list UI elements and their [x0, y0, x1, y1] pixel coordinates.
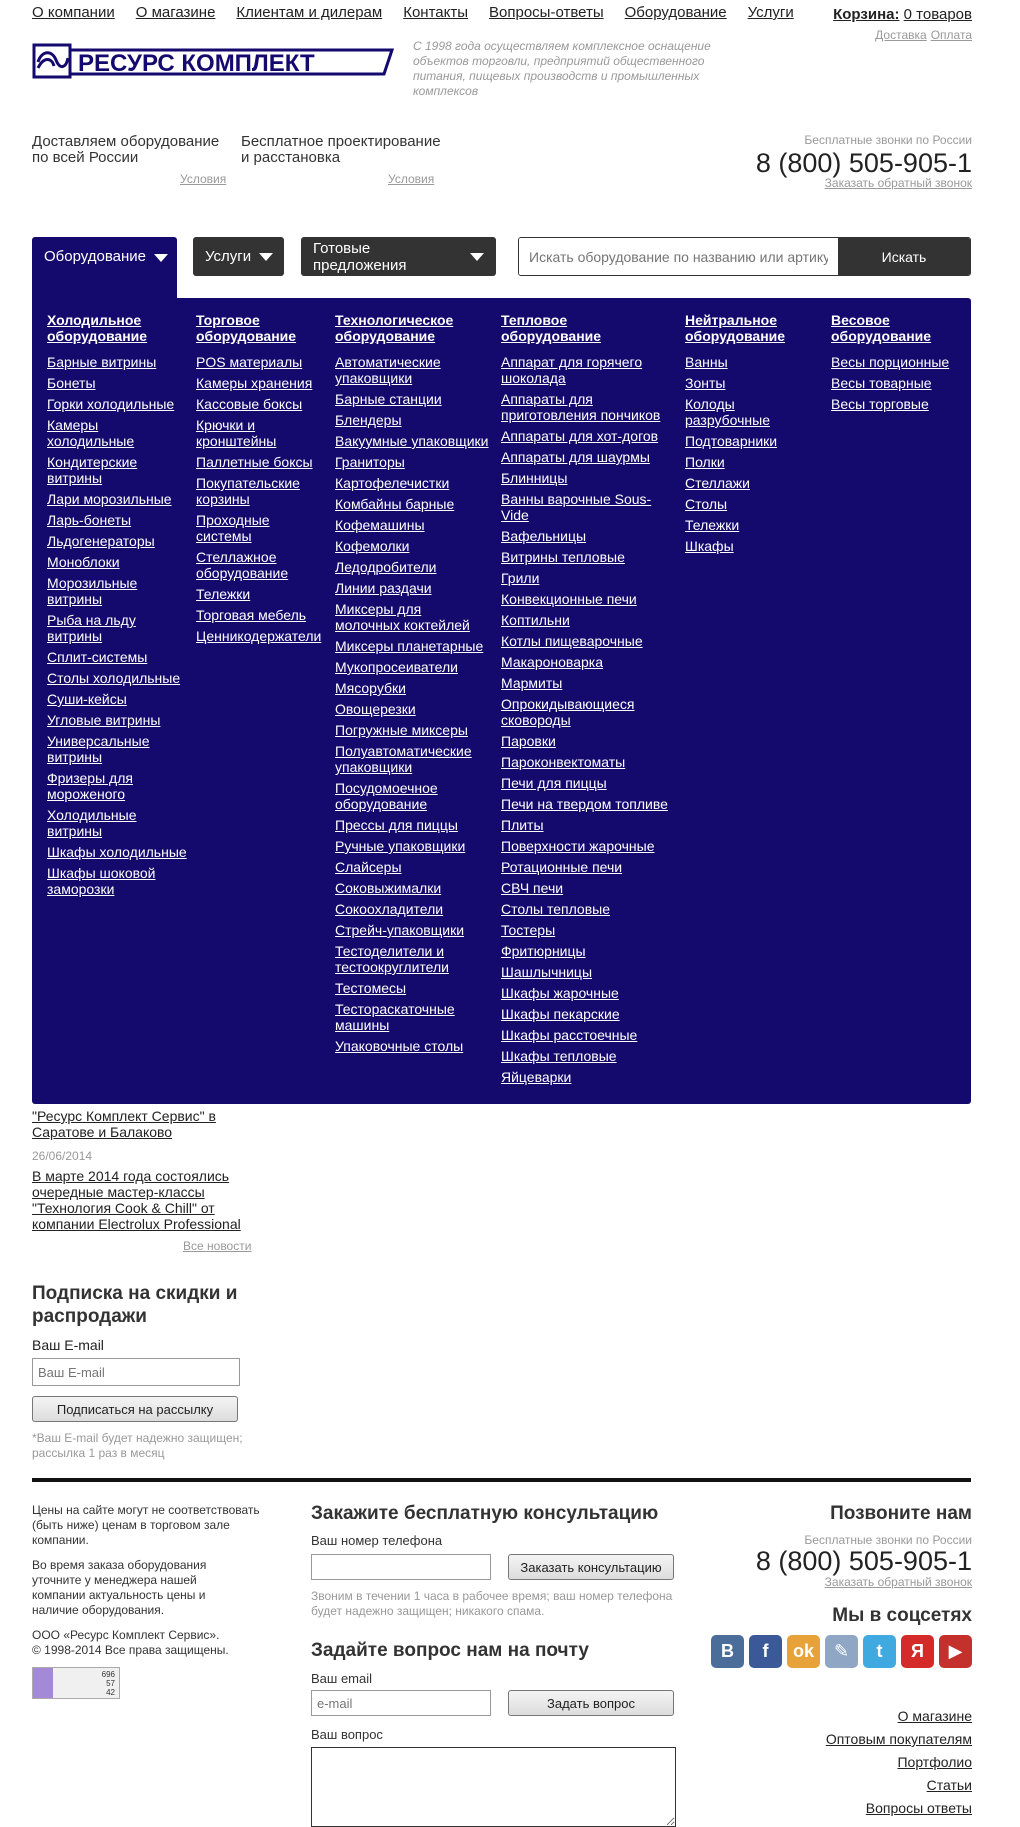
- logo[interactable]: [32, 40, 394, 82]
- menu-item[interactable]: Тестораскаточные машины: [335, 1001, 455, 1033]
- nav-faq[interactable]: Вопросы-ответы: [489, 4, 604, 21]
- counter-bar: [33, 1668, 53, 1698]
- menu-item[interactable]: Камеры холодильные: [47, 417, 135, 449]
- menu-item[interactable]: Полки: [685, 454, 725, 470]
- menu-item[interactable]: Рыба на льду витрины: [47, 612, 136, 644]
- menu-item[interactable]: Барные витрины: [47, 354, 157, 370]
- menu-item[interactable]: Льдогенераторы: [47, 533, 155, 549]
- menu-item[interactable]: Линии раздачи: [335, 580, 432, 596]
- ask-question-button[interactable]: Задать вопрос: [508, 1690, 674, 1716]
- footer-divider: [32, 1478, 971, 1482]
- menu-item[interactable]: Опрокидывающиеся сковороды: [501, 696, 635, 728]
- promo-design: [241, 134, 451, 166]
- menu-item[interactable]: Подтоварники: [685, 433, 778, 449]
- search-input[interactable]: [519, 238, 838, 275]
- nav-services[interactable]: Услуги: [747, 4, 794, 21]
- menu-item[interactable]: Тележки: [685, 517, 740, 533]
- menu-item[interactable]: Морозильные витрины: [47, 575, 138, 607]
- menu-column-neutral: [685, 312, 805, 559]
- menu-item[interactable]: Колоды разрубочные: [685, 396, 770, 428]
- search-button[interactable]: Искать: [838, 238, 970, 275]
- top-navigation: [32, 4, 794, 21]
- footer-links: [826, 1708, 972, 1823]
- livejournal-icon[interactable]: ✎: [825, 1635, 858, 1668]
- chevron-down-icon: [154, 254, 168, 262]
- menu-item[interactable]: Упаковочные столы: [335, 1038, 464, 1054]
- menu-item[interactable]: Торговая мебель: [196, 607, 307, 623]
- menu-item[interactable]: Миксеры планетарные: [335, 638, 484, 654]
- menu-item[interactable]: Шашлычницы: [501, 964, 593, 980]
- menu-item[interactable]: Кофемолки: [335, 538, 410, 554]
- promo-delivery-line2: по всей России: [32, 149, 139, 166]
- menu-item[interactable]: Ларь-бонеты: [47, 512, 132, 528]
- menu-item[interactable]: Паровки: [501, 733, 556, 749]
- tab-offers[interactable]: [301, 237, 496, 276]
- cart-summary[interactable]: [833, 6, 972, 23]
- menu-item[interactable]: Фритюрницы: [501, 943, 586, 959]
- menu-item[interactable]: Блендеры: [335, 412, 402, 428]
- social-title: Мы в соцсетях: [832, 1605, 972, 1626]
- menu-item[interactable]: Тестомесы: [335, 980, 407, 996]
- menu-item[interactable]: Ценникодержатели: [196, 628, 322, 644]
- menu-item[interactable]: Котлы пищеварочные: [501, 633, 643, 649]
- chevron-down-icon: [470, 253, 484, 261]
- nav-equipment[interactable]: Оборудование: [624, 4, 727, 21]
- menu-item[interactable]: Кондитерские витрины: [47, 454, 138, 486]
- tab-equipment[interactable]: [32, 237, 177, 301]
- menu-item[interactable]: Грили: [501, 570, 540, 586]
- menu-item[interactable]: Универсальные витрины: [47, 733, 150, 765]
- phone-number[interactable]: 8 (800) 505-905-1: [755, 148, 972, 178]
- menu-item[interactable]: Блинницы: [501, 470, 568, 486]
- menu-item[interactable]: Вакуумные упаковщики: [335, 433, 489, 449]
- menu-category-heading[interactable]: Весовое оборудование: [831, 312, 932, 344]
- call-number[interactable]: 8 (800) 505-905-1: [755, 1546, 972, 1576]
- footer-link-store[interactable]: О магазине: [897, 1708, 972, 1724]
- menu-item[interactable]: Кофемашины: [335, 517, 425, 533]
- menu-item[interactable]: Печи для пиццы: [501, 775, 607, 791]
- menu-item[interactable]: Холодильные витрины: [47, 807, 137, 839]
- footer-copyright: © 1998-2014 Все права защищены.: [32, 1643, 229, 1657]
- menu-item[interactable]: Тостеры: [501, 922, 556, 938]
- footer-link-portfolio[interactable]: Портфолио: [897, 1754, 972, 1770]
- logo-text: РЕСУРС КОМПЛЕКТ: [78, 50, 315, 77]
- subscribe-button[interactable]: Подписаться на рассылку: [32, 1396, 238, 1422]
- phone-label: Бесплатные звонки по России: [804, 133, 972, 147]
- promo-delivery-conditions[interactable]: Условия: [180, 172, 227, 186]
- menu-item[interactable]: Весы порционные: [831, 354, 950, 370]
- menu-item[interactable]: Столы: [685, 496, 728, 512]
- menu-item[interactable]: Лари морозильные: [47, 491, 172, 507]
- question-label: Ваш вопрос: [311, 1727, 383, 1742]
- menu-item[interactable]: Кассовые боксы: [196, 396, 303, 412]
- menu-column-scales: [831, 312, 951, 417]
- menu-item[interactable]: Шкафы жарочные: [501, 985, 619, 1001]
- menu-item[interactable]: Фризеры для мороженого: [47, 770, 133, 802]
- menu-item[interactable]: Витрины тепловые: [501, 549, 625, 565]
- menu-item[interactable]: Конвекционные печи: [501, 591, 637, 607]
- subscribe-email-label: Ваш E-mail: [32, 1337, 104, 1353]
- news-date: 26/06/2014: [32, 1149, 93, 1163]
- nav-clients-dealers[interactable]: Клиентам и дилерам: [236, 4, 383, 21]
- consult-title: Закажите бесплатную консультацию: [311, 1503, 659, 1524]
- menu-category-heading[interactable]: Холодильное оборудование: [47, 312, 148, 344]
- footer-link-faq[interactable]: Вопросы ответы: [865, 1800, 972, 1816]
- promo-delivery: [32, 134, 232, 166]
- menu-item[interactable]: Ванны: [685, 354, 728, 370]
- menu-item[interactable]: Мукопросеиватели: [335, 659, 458, 675]
- subscribe-note: *Ваш E-mail будет надежно защищен; рассылка 1 раз в месяц: [32, 1431, 243, 1460]
- delivery-link[interactable]: Доставка: [875, 28, 927, 42]
- counter-visits: 57: [106, 1679, 115, 1688]
- menu-item[interactable]: Бонеты: [47, 375, 96, 391]
- menu-item[interactable]: Стеллажи: [685, 475, 750, 491]
- question-textarea[interactable]: [311, 1747, 676, 1827]
- menu-item[interactable]: Плиты: [501, 817, 544, 833]
- menu-item[interactable]: Поверхности жарочные: [501, 838, 655, 854]
- menu-item[interactable]: Овощерезки: [335, 701, 416, 717]
- menu-item[interactable]: Мясорубки: [335, 680, 406, 696]
- menu-item[interactable]: Шкафы: [685, 538, 734, 554]
- menu-item[interactable]: Угловые витрины: [47, 712, 161, 728]
- promo-design-conditions[interactable]: Условия: [388, 172, 435, 186]
- call-label: Бесплатные звонки по России: [804, 1533, 972, 1547]
- news-item[interactable]: В марте 2014 года состоялись очередные мастер-классы "Технология Cook & Chill" от компании Electrolux Professional: [32, 1168, 241, 1232]
- subscribe-title: Подписка на скидки и распродажи: [32, 1283, 238, 1327]
- consult-button[interactable]: Заказать консультацию: [508, 1554, 674, 1580]
- payment-link[interactable]: Оплата: [930, 28, 972, 42]
- menu-category-heading[interactable]: Технологическое оборудование: [335, 312, 454, 344]
- menu-item[interactable]: Весы товарные: [831, 375, 932, 391]
- menu-item[interactable]: Тестоделители и тестоокруглители: [335, 943, 449, 975]
- consult-note: Звоним в течении 1 часа в рабочее время; ваш номер телефона будет надежно защищен; никакого спама.: [311, 1589, 673, 1618]
- menu-item[interactable]: Шкафы тепловые: [501, 1048, 617, 1064]
- menu-item[interactable]: Покупательские корзины: [196, 475, 300, 507]
- youtube-icon[interactable]: ▶: [939, 1635, 972, 1668]
- menu-category-heading[interactable]: Нейтральное оборудование: [685, 312, 786, 344]
- menu-item[interactable]: Аппараты для хот-догов: [501, 428, 659, 444]
- menu-category-heading[interactable]: Торговое оборудование: [196, 312, 297, 344]
- menu-item[interactable]: Граниторы: [335, 454, 405, 470]
- menu-category-heading[interactable]: Тепловое оборудование: [501, 312, 602, 344]
- menu-item[interactable]: Полуавтоматические упаковщики: [335, 743, 472, 775]
- tab-equipment-label: Оборудование: [44, 248, 147, 265]
- menu-item[interactable]: Барные станции: [335, 391, 442, 407]
- menu-item[interactable]: Аппараты для приготовления пончиков: [501, 391, 661, 423]
- footer-price-note: Цены на сайте могут не соответствовать (быть ниже) ценам в торговом зале компании.: [32, 1503, 260, 1547]
- social-icons: [711, 1635, 972, 1668]
- twitter-icon[interactable]: t: [863, 1635, 896, 1668]
- menu-item[interactable]: Столы тепловые: [501, 901, 610, 917]
- menu-item[interactable]: Автоматические упаковщики: [335, 354, 441, 386]
- menu-item[interactable]: Аппараты для шаурмы: [501, 449, 650, 465]
- menu-item[interactable]: Крючки и кронштейны: [196, 417, 277, 449]
- mail-email-input[interactable]: [311, 1690, 491, 1716]
- menu-item[interactable]: Сплит-системы: [47, 649, 148, 665]
- menu-item[interactable]: Столы холодильные: [47, 670, 181, 686]
- footer-link-wholesale[interactable]: Оптовым покупателям: [825, 1731, 972, 1747]
- menu-item[interactable]: СВЧ печи: [501, 880, 564, 896]
- menu-item[interactable]: Сокоохладители: [335, 901, 444, 917]
- menu-item[interactable]: Ручные упаковщики: [335, 838, 466, 854]
- promo-design-line1: Бесплатное проектирование: [241, 133, 441, 150]
- counter-visitors: 42: [106, 1688, 115, 1697]
- menu-item[interactable]: POS материалы: [196, 354, 303, 370]
- menu-item[interactable]: Ротационные печи: [501, 859, 623, 875]
- counter-values: [53, 1668, 119, 1698]
- facebook-icon[interactable]: f: [749, 1635, 782, 1668]
- yandex-icon[interactable]: Я: [901, 1635, 934, 1668]
- logo-mark: [32, 40, 394, 82]
- menu-item[interactable]: Камеры хранения: [196, 375, 313, 391]
- menu-item[interactable]: Макароноварка: [501, 654, 603, 670]
- menu-column-refrigeration: [47, 312, 187, 902]
- menu-item[interactable]: Соковыжималки: [335, 880, 442, 896]
- mail-title: Задайте вопрос нам на почту: [311, 1640, 589, 1661]
- nav-about-company[interactable]: О компании: [32, 4, 115, 21]
- menu-item[interactable]: Проходные системы: [196, 512, 270, 544]
- menu-item[interactable]: Прессы для пиццы: [335, 817, 458, 833]
- footer-company: ООО «Ресурс Комплект Сервис».: [32, 1628, 220, 1642]
- vk-icon[interactable]: В: [711, 1635, 744, 1668]
- menu-item[interactable]: Комбайны барные: [335, 496, 455, 512]
- news-item[interactable]: "Ресурс Комплект Сервис" в Саратове и Балаково: [32, 1108, 216, 1140]
- menu-item[interactable]: Шкафы шоковой заморозки: [47, 865, 156, 897]
- menu-item[interactable]: Ледодробители: [335, 559, 437, 575]
- counter-views: 696: [101, 1670, 115, 1679]
- menu-item[interactable]: Миксеры для молочных коктейлей: [335, 601, 470, 633]
- visitor-counter[interactable]: [32, 1667, 120, 1699]
- all-news-link[interactable]: Все новости: [183, 1239, 252, 1253]
- search-bar: [518, 237, 971, 276]
- menu-item[interactable]: Яйцеварки: [501, 1069, 572, 1085]
- menu-item[interactable]: Посудомоечное оборудование: [335, 780, 438, 812]
- tab-offers-label: Готовые предложения: [313, 239, 407, 274]
- menu-item[interactable]: Стеллажное оборудование: [196, 549, 289, 581]
- call-callback-link[interactable]: Заказать обратный звонок: [824, 1575, 972, 1589]
- menu-item[interactable]: Ванны варочные Sous-Vide: [501, 491, 652, 523]
- consult-phone-label: Ваш номер телефона: [311, 1533, 443, 1548]
- menu-item[interactable]: Коптильни: [501, 612, 570, 628]
- promo-design-line2: и расстановка: [241, 149, 341, 166]
- menu-item[interactable]: Пароконвектоматы: [501, 754, 626, 770]
- odnoklassniki-icon[interactable]: ok: [787, 1635, 820, 1668]
- cart-count[interactable]: 0 товаров: [903, 6, 972, 23]
- menu-item[interactable]: Печи на твердом топливе: [501, 796, 668, 812]
- footer-availability-note: Во время заказа оборудования уточните у менеджера нашей компании актуальность цены и наличие оборудования.: [32, 1558, 207, 1617]
- tab-services[interactable]: [193, 237, 284, 276]
- menu-item[interactable]: Горки холодильные: [47, 396, 175, 412]
- menu-item[interactable]: Аппарат для горячего шоколада: [501, 354, 643, 386]
- menu-item[interactable]: Зонты: [685, 375, 726, 391]
- cart-label: Корзина:: [833, 6, 900, 23]
- menu-item[interactable]: Мармиты: [501, 675, 563, 691]
- callback-link[interactable]: Заказать обратный звонок: [824, 176, 972, 190]
- consult-phone-input[interactable]: [311, 1554, 491, 1580]
- menu-item[interactable]: Шкафы холодильные: [47, 844, 187, 860]
- menu-item[interactable]: Картофелечистки: [335, 475, 450, 491]
- menu-column-trade: [196, 312, 326, 649]
- menu-column-technological: [335, 312, 490, 1059]
- call-title: Позвоните нам: [830, 1503, 972, 1524]
- menu-item[interactable]: Тележки: [196, 586, 251, 602]
- tab-services-label: Услуги: [205, 248, 252, 265]
- news-list: [32, 1100, 252, 1232]
- menu-item[interactable]: Слайсеры: [335, 859, 402, 875]
- chevron-down-icon: [259, 253, 273, 261]
- mail-email-label: Ваш email: [311, 1671, 373, 1686]
- menu-item[interactable]: Весы торговые: [831, 396, 929, 412]
- footer-link-articles[interactable]: Статьи: [926, 1777, 972, 1793]
- menu-item[interactable]: Шкафы пекарские: [501, 1006, 620, 1022]
- subscribe-email-input[interactable]: [32, 1358, 240, 1386]
- menu-item[interactable]: Стрейч-упаковщики: [335, 922, 465, 938]
- menu-item[interactable]: Суши-кейсы: [47, 691, 127, 707]
- menu-item[interactable]: Моноблоки: [47, 554, 120, 570]
- cart-links: [871, 28, 972, 42]
- menu-column-thermal: [501, 312, 671, 1090]
- promo-delivery-line1: Доставляем оборудование: [32, 133, 220, 150]
- tagline: С 1998 года осуществляем комплексное оснащение объектов торговли, предприятий общественного питания, пищевых производств и промышленных комплексов: [413, 39, 711, 98]
- nav-contacts[interactable]: Контакты: [403, 4, 469, 21]
- menu-item[interactable]: Вафельницы: [501, 528, 587, 544]
- menu-item[interactable]: Паллетные боксы: [196, 454, 313, 470]
- menu-item[interactable]: Погружные миксеры: [335, 722, 468, 738]
- nav-about-store[interactable]: О магазине: [135, 4, 216, 21]
- equipment-dropdown: [32, 298, 971, 1104]
- menu-item[interactable]: Шкафы расстоечные: [501, 1027, 638, 1043]
